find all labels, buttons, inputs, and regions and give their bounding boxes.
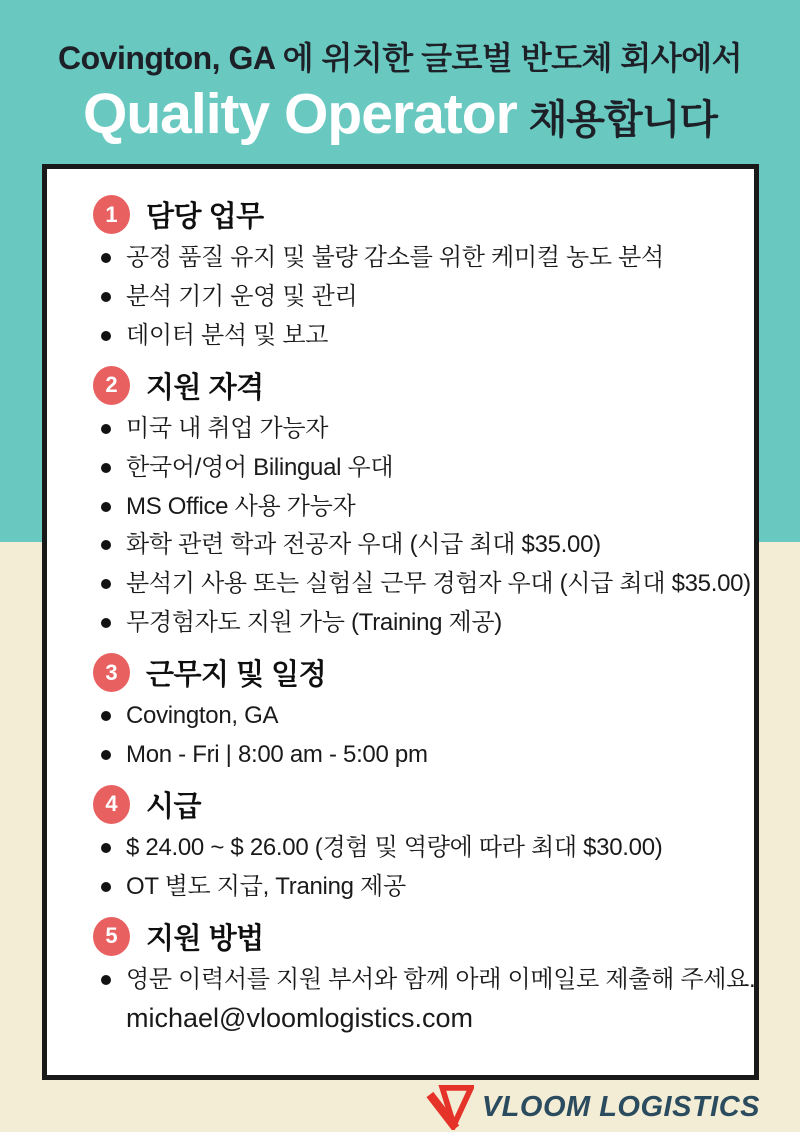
section-title: 지원 자격 [146,371,264,404]
hiring-text: 채용합니다 [528,98,717,142]
section-header [93,365,736,406]
job-title: Quality Operator [83,82,517,146]
bullet-text: 데이터 분석 및 보고 [126,321,329,349]
bullet-text: Covington, GA [126,702,279,730]
list-item [93,871,736,903]
list-item [93,320,736,352]
section-how-to-apply [93,916,756,1034]
bullet-dot [101,579,111,589]
bullet-dot [101,711,111,721]
section-number-badge: 1 [93,195,130,234]
section-responsibilities [93,194,736,352]
bullet-dot [101,618,111,628]
flyer-header [0,0,800,147]
bullet-text: MS Office 사용 가능자 [126,492,356,520]
list-item [93,281,736,313]
bullet-text: 분석 기기 운영 및 관리 [126,282,358,310]
section-title: 지원 방법 [146,922,264,955]
bullet-text: 무경험자도 지원 가능 (Training 제공) [126,609,502,637]
company-name: VLOOM LOGISTICS [481,1090,760,1123]
bullet-dot [101,424,111,434]
section-header [93,916,736,957]
contact-email: michael@vloomlogistics.com [126,1002,474,1033]
bullet-list [93,700,736,771]
bullet-dot [101,253,111,263]
bullet-list [93,832,736,903]
company-logo [426,1084,760,1130]
list-item [93,700,736,732]
list-item [93,832,736,864]
section-title: 근무지 및 일정 [146,659,327,692]
list-item [93,964,756,996]
vloom-logo-icon [426,1084,474,1130]
list-item [93,529,736,561]
bullet-dot [101,502,111,512]
bullet-list [93,964,756,996]
bullet-text: 영문 이력서를 지원 부서와 함께 아래 이메일로 제출해 주세요. [126,965,756,993]
bullet-text: 한국어/영어 Bilingual 우대 [126,453,394,481]
section-number-badge: 2 [93,366,130,405]
section-header [93,194,736,235]
section-qualifications [93,365,751,639]
section-header [93,784,736,825]
bullet-text: 분석기 사용 또는 실험실 근무 경험자 우대 (시급 최대 $35.00) [126,570,751,598]
section-header [93,652,736,693]
bullet-list [93,242,736,352]
bullet-dot [101,843,111,853]
bullet-dot [101,292,111,302]
section-title: 담당 업무 [146,201,264,233]
bullet-text: $ 24.00 ~ $ 26.00 (경험 및 역량에 따라 최대 $30.00) [126,833,663,861]
section-number-badge: 3 [93,653,130,692]
bullet-list [93,413,751,639]
bullet-text: OT 별도 지급, Traning 제공 [126,872,406,900]
section-hourly-wage [93,784,736,903]
section-title: 시급 [146,790,202,823]
bullet-dot [101,463,111,473]
list-item [93,739,736,771]
bullet-text: 미국 내 취업 가능자 [126,414,329,442]
job-details-card [42,164,759,1080]
list-item [93,452,736,484]
list-item [93,568,751,600]
bullet-dot [101,331,111,341]
header-title-line [0,81,800,147]
bullet-dot [101,975,111,985]
bullet-text: 공정 품질 유지 및 불량 감소를 위한 케미컬 농도 분석 [126,244,664,271]
list-item [93,491,736,523]
list-item [93,413,736,445]
bullet-dot [101,750,111,760]
bullet-dot [101,882,111,892]
bullet-text: 화학 관련 학과 전공자 우대 (시급 최대 $35.00) [126,531,601,559]
bullet-text: Mon - Fri | 8:00 am - 5:00 pm [126,741,428,769]
section-number-badge: 5 [93,917,130,956]
bullet-dot [101,540,111,550]
section-location-schedule [93,652,736,771]
header-location-line: Covington, GA 에 위치한 글로벌 반도체 회사에서 [57,40,742,76]
list-item [93,607,736,639]
list-item [93,242,736,274]
section-number-badge: 4 [93,785,130,824]
